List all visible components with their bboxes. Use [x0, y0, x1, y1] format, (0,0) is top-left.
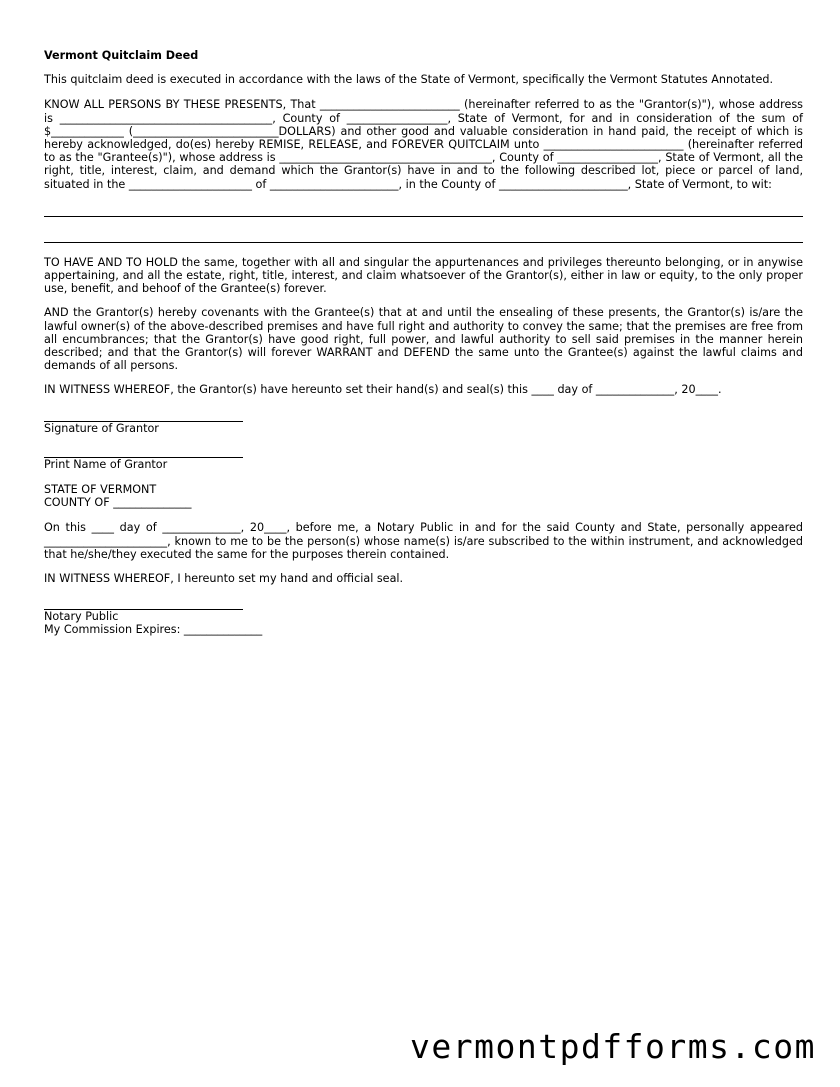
commission-expires-label: My Commission Expires: ______________ [44, 623, 263, 637]
document-title: Vermont Quitclaim Deed [44, 49, 199, 62]
grantor-print-name-line[interactable] [44, 447, 243, 458]
notary-signature-block [44, 599, 803, 636]
notary-signature-line[interactable] [44, 599, 243, 610]
habendum-paragraph: TO HAVE AND TO HOLD the same, together with all and singular the appurtenances and privileges thereunto belonging, or in anywise appertaining, and all the estate, right, title, interest, and claim whatsoever of the Grantor(s), either in law or equity, to the only proper use, benefit, and behoof of the Grantee(s) forever. [44, 255, 803, 296]
property-description-line-2[interactable] [44, 230, 803, 243]
grantor-signature-line[interactable] [44, 411, 243, 422]
signature-label: Signature of Grantor [44, 421, 159, 435]
grantor-signature-block [44, 411, 803, 471]
know-all-paragraph: KNOW ALL PERSONS BY THESE PRESENTS, That _________________________ (hereinafter referred to as the "Grantor(s)"), whose address is ______________________________________, County of __________________, State of Vermont, for and in consideration of the sum of $_____________ (__________________________DOLLARS) and other good and valuable consideration in hand paid, the receipt of which is hereby acknowledged, do(es) hereby REMISE, RELEASE, and FOREVER QUITCLAIM unto _________________________ (hereinafter referred to as the "Grantee(s)"), whose address is ______________________________________, County of __________________, State of Vermont, all the right, title, interest, claim, and demand which the Grantor(s) have in and to the following described lot, piece or parcel of land, situated in the ______________________ of _______________________, in the County of _______________________, State of Vermont, to wit: [44, 98, 803, 191]
notary-public-label: Notary Public [44, 610, 119, 624]
venue-block [44, 483, 803, 509]
notary-acknowledgment: On this ____ day of ______________, 20____, before me, a Notary Public in and for the said County and State, personally appeared ______________________, known to me to be the person(s) whose name(s) is/are subscribed to the within instrument, and acknowledged that he/she/they executed the same for the purposes therein contained. [44, 521, 803, 561]
site-watermark: vermontpdfforms.com [410, 1027, 816, 1066]
property-description-line-1[interactable] [44, 204, 803, 217]
county-line: COUNTY OF ______________ [44, 496, 192, 510]
state-line: STATE OF VERMONT [44, 483, 157, 497]
notary-witness-clause: IN WITNESS WHEREOF, I hereunto set my hand and official seal. [44, 572, 404, 586]
property-description-lines [44, 204, 803, 243]
grantor-witness-clause: IN WITNESS WHEREOF, the Grantor(s) have hereunto set their hand(s) and seal(s) this ____ day of ______________, 20____. [44, 383, 722, 397]
covenants-paragraph: AND the Grantor(s) hereby covenants with the Grantee(s) that at and until the ensealing of these presents, the Grantor(s) is/are the lawful owner(s) of the above-described premises and have full right and authority to convey the same; that the premises are free from all encumbrances; that the Grantor(s) have good right, full power, and lawful authority to sell said premises in the manner herein described; and that the Grantor(s) will forever WARRANT and DEFEND the same unto the Grantee(s) against the lawful claims and demands of all persons. [44, 306, 803, 373]
intro-paragraph: This quitclaim deed is executed in accordance with the laws of the State of Vermont, specifically the Vermont Statutes Annotated. [44, 73, 774, 87]
print-name-label: Print Name of Grantor [44, 457, 168, 471]
deed-document [44, 49, 803, 637]
